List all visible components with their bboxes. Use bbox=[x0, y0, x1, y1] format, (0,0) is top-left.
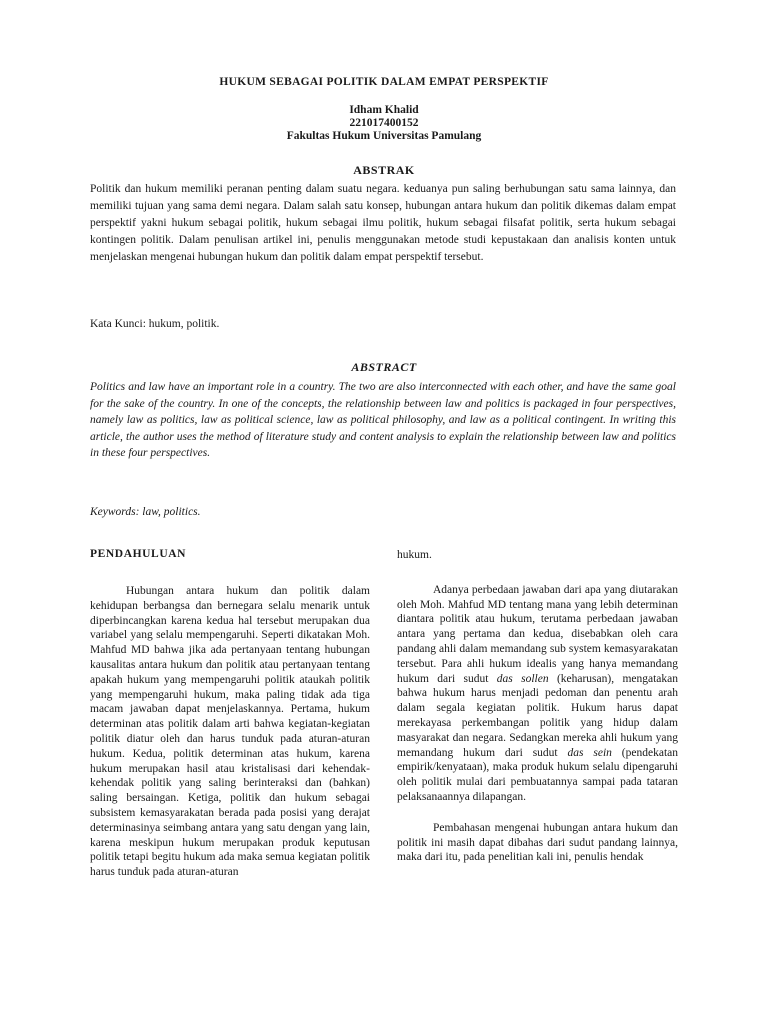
paragraph-continuation: hukum. bbox=[397, 549, 432, 561]
author-id: 221017400152 bbox=[349, 117, 419, 129]
author-name: Idham Khalid bbox=[349, 104, 419, 116]
author-affiliation: Fakultas Hukum Universitas Pamulang bbox=[286, 130, 482, 142]
paragraph-text: (keharusan), mengatakan bahwa hukum harus menjadi pedoman dan penentu arah dalam segala kegiatan politik. Hukum harus dapat merekayasa perkembangan politik yang hidup dalam masyarakat dan negara. Sedangkan mereka ahli hukum yang memandang hukum dari sudut bbox=[397, 672, 678, 759]
pendahuluan-paragraph-1: Hubungan antara hukum dan politik dalam kehidupan berbangsa dan bernegara selalu menarik untuk diperbincangkan karena kedua hal tersebut merupakan dua variabel yang selalu mempengaruhi. Seperti dikatakan Moh. Mahfud MD bahwa jika ada pertanyaan tentang hubungan kausalitas antara hukum dan politik atau pertanyaan tentang apakah hukum yang mempengaruhi politik ataukah politik yang mempengaruhi hukum, maka paling tidak ada tiga macam jawaban dapat menjelaskannya. Pertama, hukum determinan atas politik dalam arti bahwa kegiatan-kegiatan politik diatur oleh dan harus tunduk pada aturan-aturan hukum. Kedua, politik determinan atas hukum, karena hukum merupakan hasil atau kristalisasi dari kehendak-kehendak politik yang saling berinteraksi dan (bahkan) saling bersaingan. Ketiga, politik dan hukum sebagai subsistem kemasyarakatan berada pada posisi yang derajat determinasinya seimbang antara yang satu dengan yang lain, karena meskipun hukum merupakan produk keputusan politik tetapi begitu hukum ada maka semua kegiatan politik harus tunduk pada aturan-aturan bbox=[90, 585, 370, 879]
abstract-keywords: Keywords: law, politics. bbox=[90, 506, 201, 518]
abstrak-body: Politik dan hukum memiliki peranan penting dalam suatu negara. keduanya pun saling berhubungan satu sama lainnya, dan memiliki tujuan yang sama demi negara. Dalam salah satu konsep, hubungan antara hukum dan politik dikemas dalam empat perspektif yakni hukum sebagai politik, hukum sebagai ilmu politik, hukum sebagai filsafat politik, serta hukum sebagai kontingen politik. Dalam penulisan artikel ini, penulis menggunakan metode studi kepustakaan dan analisis konten untuk menjelaskan mengenai hubungan hukum dan politik dalam empat perspektif tersebut. bbox=[90, 183, 676, 263]
pendahuluan-paragraph-3: Pembahasan mengenai hubungan antara hukum dan politik ini masih dapat dibahas dari sudut pandang lainnya, maka dari itu, pada penelitian kali ini, penulis hendak bbox=[397, 821, 678, 864]
abstract-heading: ABSTRACT bbox=[351, 360, 417, 374]
right-column bbox=[397, 548, 678, 865]
section-heading-pendahuluan: PENDAHULUAN bbox=[90, 548, 187, 560]
italic-term-das-sein: das sein bbox=[567, 746, 612, 759]
abstract-body: Politics and law have an important role in a country. The two are also interconnected with each other, and have the same goal for the sake of the country. In one of the concepts, the relationship between law and politics is packaged in four perspectives, namely law as politics, law as political science, law as political philosophy, and law as a political contingent. In writing this article, the author uses the method of literature study and content analysis to explain the relationship between law and politics in these four perspectives. bbox=[90, 381, 676, 459]
left-column bbox=[90, 548, 370, 880]
abstrak-keywords: Kata Kunci: hukum, politik. bbox=[90, 318, 220, 330]
italic-term-das-sollen: das sollen bbox=[496, 672, 549, 685]
paragraph-text: Adanya perbedaan jawaban dari apa yang diutarakan oleh Moh. Mahfud MD tentang mana yang lebih determinan diantara politik atau hukum, terutama perbedaan jawaban antara yang pertama dan kedua, disebabkan oleh cara pandang ahli dalam memandang sub system kemasyarakatan tersebut. Para ahli hukum idealis yang hanya memandang hukum dari sudut bbox=[397, 583, 678, 685]
abstrak-heading: ABSTRAK bbox=[353, 163, 415, 177]
paragraph-text: (pendekatan empirik/kenyataan), maka produk hukum selalu dipengaruhi oleh politik mulai dari pembuatannya sampai pada tataran pelaksanaannya dilapangan. bbox=[397, 746, 678, 803]
pendahuluan-paragraph-2 bbox=[397, 583, 678, 805]
document-title: HUKUM SEBAGAI POLITIK DALAM EMPAT PERSPEKTIF bbox=[219, 76, 549, 88]
author-block bbox=[0, 104, 768, 143]
